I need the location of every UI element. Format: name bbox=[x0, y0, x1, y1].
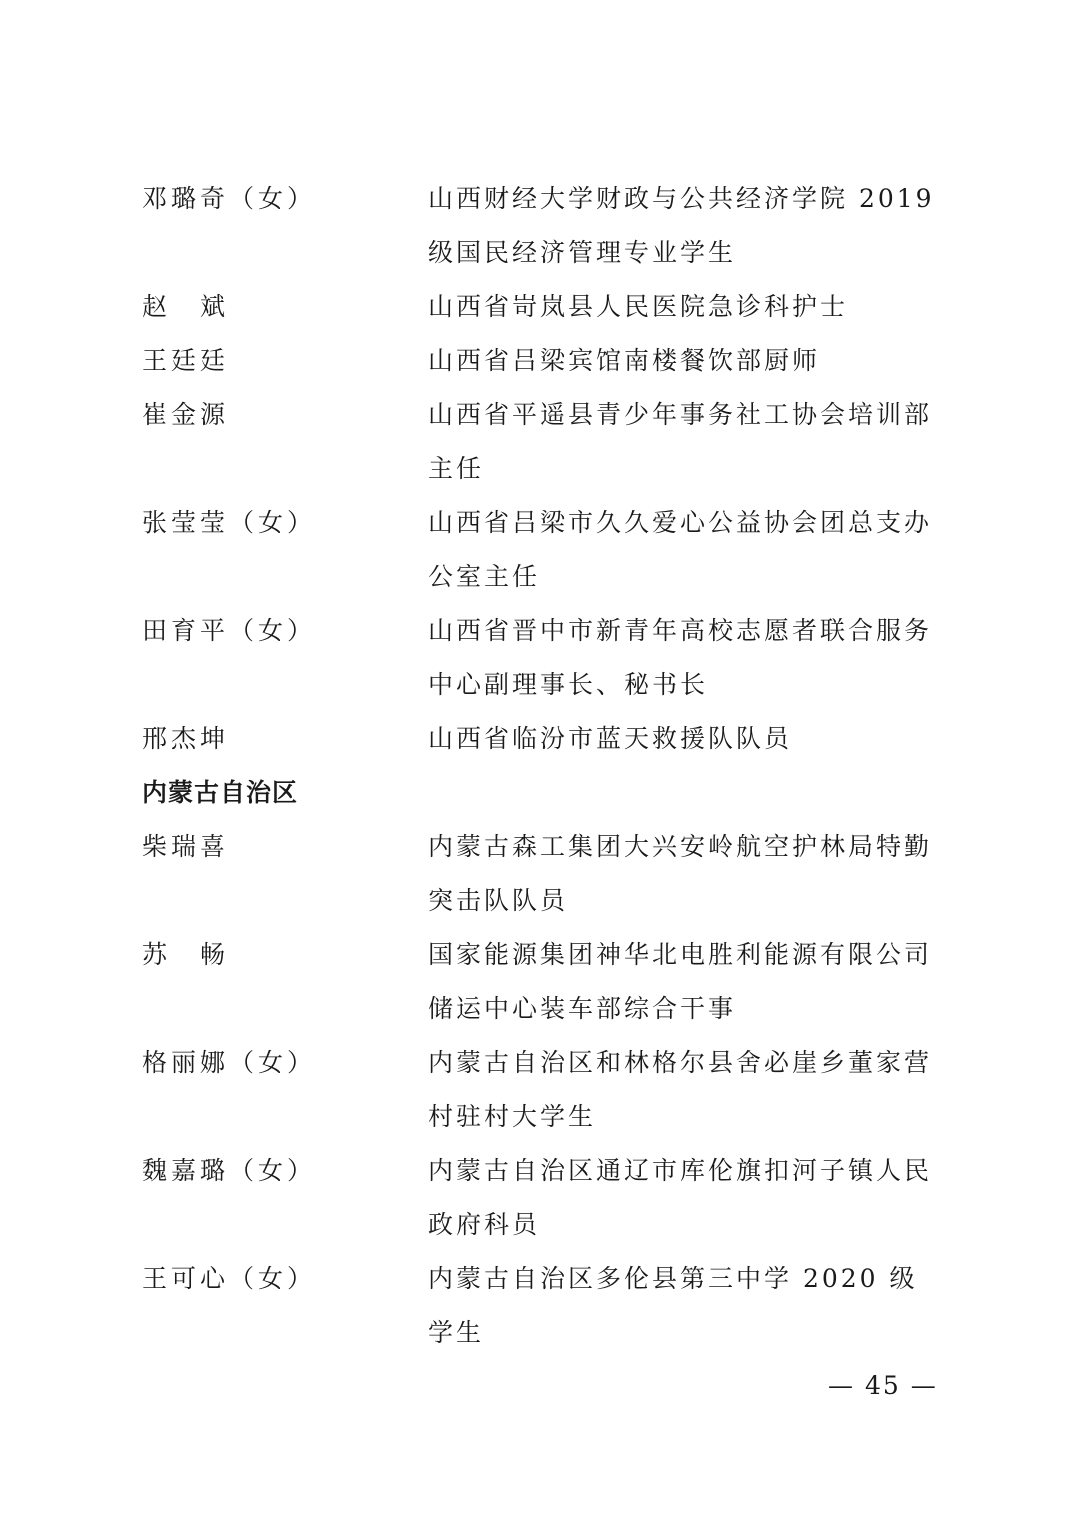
list-item bbox=[142, 496, 942, 604]
honoree-affiliation bbox=[428, 388, 942, 496]
affiliation-line: 储运中心装车部综合干事 bbox=[428, 994, 737, 1023]
honoree-name: 田育平（女） bbox=[142, 616, 317, 645]
affiliation-line: 山西省晋中市新青年高校志愿者联合服务 bbox=[428, 616, 933, 645]
honoree-affiliation bbox=[428, 334, 942, 388]
affiliation-line: 公室主任 bbox=[428, 562, 541, 591]
honoree-name: 格丽娜（女） bbox=[142, 1048, 317, 1077]
affiliation-line: 内蒙古自治区和林格尔县舍必崖乡董家营 bbox=[428, 1048, 933, 1077]
affiliation-line: 山西省吕梁市久久爱心公益协会团总支办 bbox=[428, 508, 933, 537]
honoree-affiliation bbox=[428, 712, 942, 766]
affiliation-line: 内蒙古自治区多伦县第三中学 2020 级 bbox=[428, 1264, 918, 1293]
list-item bbox=[142, 1036, 942, 1144]
affiliation-line: 突击队队员 bbox=[428, 886, 569, 915]
region-heading: 内蒙古自治区 bbox=[142, 778, 299, 807]
honoree-affiliation bbox=[428, 928, 942, 1036]
affiliation-line: 内蒙古森工集团大兴安岭航空护林局特勤 bbox=[428, 832, 933, 861]
honoree-name: 邢杰坤 bbox=[142, 724, 230, 753]
honoree-affiliation bbox=[428, 280, 942, 334]
affiliation-line: 山西省岢岚县人民医院急诊科护士 bbox=[428, 292, 849, 321]
honoree-name: 崔金源 bbox=[142, 400, 230, 429]
list-item bbox=[142, 604, 942, 712]
honoree-name: 邓璐奇（女） bbox=[142, 184, 317, 213]
affiliation-line: 国家能源集团神华北电胜利能源有限公司 bbox=[428, 940, 933, 969]
honoree-affiliation bbox=[428, 1252, 942, 1360]
list-item bbox=[142, 928, 942, 1036]
list-item bbox=[142, 712, 942, 766]
list-item bbox=[142, 1252, 942, 1360]
affiliation-line: 中心副理事长、秘书长 bbox=[428, 670, 709, 699]
honoree-name: 张莹莹（女） bbox=[142, 508, 317, 537]
list-item bbox=[142, 1144, 942, 1252]
honoree-name: 赵 斌 bbox=[142, 292, 230, 321]
honoree-affiliation bbox=[428, 820, 942, 928]
honoree-name: 王可心（女） bbox=[142, 1264, 317, 1293]
page-number: — 45 — bbox=[828, 1371, 938, 1400]
affiliation-line: 村驻村大学生 bbox=[428, 1102, 597, 1131]
affiliation-line: 山西财经大学财政与公共经济学院 2019 bbox=[428, 184, 935, 213]
honoree-name: 柴瑞喜 bbox=[142, 832, 230, 861]
affiliation-line: 政府科员 bbox=[428, 1210, 541, 1239]
honoree-affiliation bbox=[428, 1144, 942, 1252]
list-item bbox=[142, 172, 942, 280]
honoree-list bbox=[142, 172, 942, 1360]
affiliation-line: 主任 bbox=[428, 454, 485, 483]
affiliation-line: 山西省临汾市蓝天救援队队员 bbox=[428, 724, 793, 753]
honoree-name: 魏嘉璐（女） bbox=[142, 1156, 317, 1185]
affiliation-line: 学生 bbox=[428, 1318, 485, 1347]
honoree-affiliation bbox=[428, 496, 942, 604]
honoree-affiliation bbox=[428, 1036, 942, 1144]
honoree-name: 王廷廷 bbox=[142, 346, 230, 375]
list-item bbox=[142, 388, 942, 496]
list-item bbox=[142, 820, 942, 928]
affiliation-line: 级国民经济管理专业学生 bbox=[428, 238, 737, 267]
honoree-affiliation bbox=[428, 172, 942, 280]
affiliation-line: 山西省平遥县青少年事务社工协会培训部 bbox=[428, 400, 933, 429]
honoree-affiliation bbox=[428, 604, 942, 712]
list-item bbox=[142, 280, 942, 334]
affiliation-line: 山西省吕梁宾馆南楼餐饮部厨师 bbox=[428, 346, 821, 375]
honoree-name: 苏 畅 bbox=[142, 940, 230, 969]
affiliation-line: 内蒙古自治区通辽市库伦旗扣河子镇人民 bbox=[428, 1156, 933, 1185]
list-item bbox=[142, 334, 942, 388]
